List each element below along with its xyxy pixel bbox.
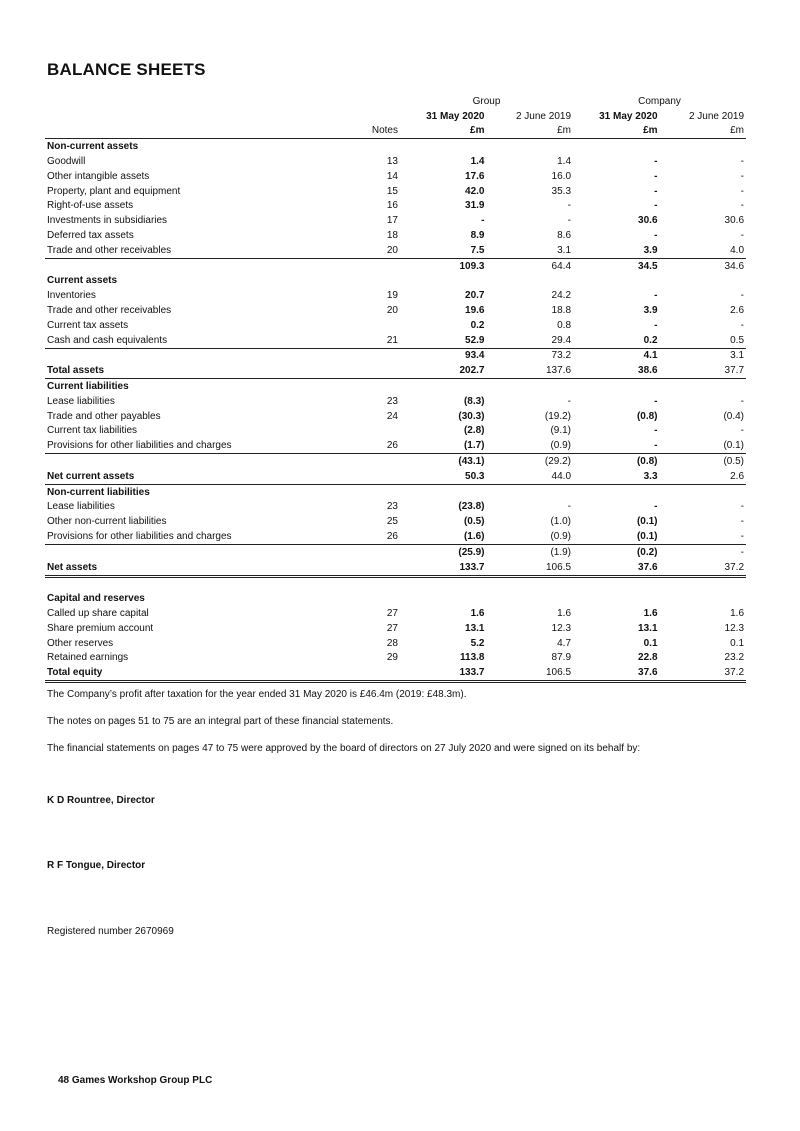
row-label: Capital and reserves [47, 593, 145, 605]
value-cell: - [654, 229, 658, 241]
row-note: 27 [386, 608, 398, 620]
value-cell: (0.1) [723, 440, 745, 452]
subtotal-row [45, 544, 746, 559]
row-note [345, 560, 400, 576]
row-label: Property, plant and equipment [47, 185, 181, 197]
spacer-row [45, 576, 746, 592]
row-note [345, 363, 400, 378]
value-cell: 4.0 [730, 244, 745, 256]
row-note: 18 [386, 229, 398, 241]
table-row [45, 651, 746, 666]
value-cell: (1.7) [463, 440, 485, 452]
row-note [345, 424, 400, 439]
row-label [45, 348, 345, 363]
value-cell: 2.6 [730, 304, 745, 316]
value-cell: 37.2 [660, 665, 747, 681]
value-cell: - [654, 319, 658, 331]
value-cell: 34.6 [660, 258, 747, 273]
value-cell: - [740, 200, 745, 212]
value-cell: 37.7 [660, 363, 747, 378]
value-cell: - [654, 290, 658, 302]
value-cell: 7.5 [470, 244, 485, 256]
value-cell: - [740, 155, 745, 167]
unit-heading: £m [487, 124, 574, 139]
value-cell: 22.8 [638, 652, 658, 664]
value-cell: 3.9 [643, 244, 658, 256]
value-cell [660, 379, 747, 394]
date-heading: 31 May 2020 [599, 110, 658, 122]
value-cell: - [654, 440, 658, 452]
value-cell: 137.6 [487, 363, 574, 378]
value-cell [573, 379, 660, 394]
value-cell: - [740, 319, 745, 331]
value-cell: 23.2 [724, 652, 745, 664]
value-cell: 37.2 [660, 560, 747, 576]
row-label: Trade and other receivables [47, 244, 172, 256]
value-cell: (0.5) [660, 454, 747, 469]
value-cell: 0.1 [643, 637, 658, 649]
table-row [45, 438, 746, 453]
row-note: 23 [386, 395, 398, 407]
table-row [45, 213, 746, 228]
notes-heading: Notes [345, 124, 400, 139]
unit-heading: £m [573, 124, 660, 139]
group-heading: Group [472, 95, 501, 107]
value-cell: 29.4 [551, 334, 572, 346]
row-label: Other intangible assets [47, 170, 150, 182]
row-note [345, 592, 400, 607]
value-cell: (8.3) [463, 395, 485, 407]
section-heading-row [45, 379, 746, 394]
table-row [45, 228, 746, 243]
row-note [345, 454, 400, 469]
row-note [345, 318, 400, 333]
value-cell [487, 484, 574, 499]
total-row [45, 665, 746, 681]
row-label: Called up share capital [47, 608, 149, 620]
value-cell: 20.7 [465, 290, 485, 302]
value-cell: 3.3 [573, 469, 660, 484]
value-cell: - [481, 215, 485, 227]
row-note: 20 [386, 244, 398, 256]
row-label: Retained earnings [47, 652, 129, 664]
value-cell: (0.1) [636, 516, 658, 528]
row-note: 19 [386, 290, 398, 302]
value-cell: 73.2 [487, 348, 574, 363]
value-cell: (0.9) [550, 440, 572, 452]
value-cell: - [740, 290, 745, 302]
value-cell: 0.1 [730, 637, 745, 649]
unit-heading: £m [660, 124, 747, 139]
value-cell: 133.7 [400, 665, 487, 681]
table-row [45, 529, 746, 544]
row-label: Provisions for other liabilities and charges [47, 530, 232, 542]
value-cell: (0.1) [636, 530, 658, 542]
value-cell: (2.8) [463, 425, 485, 437]
row-label [45, 544, 345, 559]
value-cell: 42.0 [465, 185, 485, 197]
value-cell: (43.1) [400, 454, 487, 469]
page-footer: 48 Games Workshop Group PLC [58, 1075, 213, 1086]
row-note: 28 [386, 637, 398, 649]
row-label: Trade and other receivables [47, 304, 172, 316]
value-cell: 8.6 [557, 229, 572, 241]
subtotal-row [45, 258, 746, 273]
table-row [45, 333, 746, 348]
date-heading: 2 June 2019 [515, 110, 572, 122]
registered-number: Registered number 2670969 [47, 926, 174, 937]
value-cell: 133.7 [400, 560, 487, 576]
table-row [45, 154, 746, 169]
value-cell [400, 139, 487, 154]
value-cell: 38.6 [573, 363, 660, 378]
table-row [45, 288, 746, 303]
value-cell: 1.6 [557, 608, 572, 620]
row-label: Other reserves [47, 637, 114, 649]
value-cell: 31.9 [465, 200, 485, 212]
value-cell: 1.6 [730, 608, 745, 620]
table-row [45, 424, 746, 439]
value-cell: - [654, 155, 658, 167]
value-cell: (23.8) [458, 501, 485, 513]
row-label: Provisions for other liabilities and charges [47, 440, 232, 452]
value-cell: (0.2) [573, 544, 660, 559]
row-note [345, 665, 400, 681]
row-note [345, 379, 400, 394]
row-note: 15 [386, 185, 398, 197]
value-cell: (0.8) [573, 454, 660, 469]
row-label [45, 454, 345, 469]
value-cell: 3.1 [660, 348, 747, 363]
value-cell: 0.8 [557, 319, 572, 331]
value-cell: 87.9 [551, 652, 572, 664]
table-row [45, 199, 746, 214]
value-cell: 0.2 [470, 319, 485, 331]
value-cell: 52.9 [465, 334, 485, 346]
value-cell: 30.6 [638, 215, 658, 227]
value-cell: 17.6 [465, 170, 485, 182]
row-note [345, 274, 400, 289]
section-heading-row [45, 139, 746, 154]
value-cell: - [567, 200, 572, 212]
value-cell [400, 274, 487, 289]
row-note: 21 [386, 334, 398, 346]
row-note [345, 469, 400, 484]
row-label: Net assets [45, 560, 345, 576]
value-cell: - [740, 395, 745, 407]
value-cell [573, 274, 660, 289]
row-label: Lease liabilities [47, 501, 115, 513]
value-cell [660, 592, 747, 607]
value-cell: - [654, 170, 658, 182]
row-note: 14 [386, 170, 398, 182]
row-note: 20 [386, 304, 398, 316]
value-cell: 44.0 [487, 469, 574, 484]
value-cell: 24.2 [551, 290, 572, 302]
row-label: Non-current liabilities [47, 486, 150, 498]
header-row-entities [45, 94, 746, 109]
value-cell [660, 274, 747, 289]
value-cell: 50.3 [400, 469, 487, 484]
company-heading: Company [638, 95, 681, 107]
value-cell: - [660, 544, 747, 559]
row-label: Trade and other payables [47, 410, 161, 422]
value-cell: - [740, 425, 745, 437]
table-row [45, 409, 746, 424]
row-note: 25 [386, 516, 398, 528]
value-cell: 12.3 [724, 622, 745, 634]
value-cell [573, 592, 660, 607]
value-cell: 109.3 [400, 258, 487, 273]
row-note: 26 [386, 440, 398, 452]
row-note [345, 544, 400, 559]
subtotal-row [45, 348, 746, 363]
value-cell: (0.4) [723, 410, 745, 422]
value-cell: - [740, 501, 745, 513]
header-row-dates [45, 109, 746, 124]
value-cell: 37.6 [573, 560, 660, 576]
row-note: 23 [386, 501, 398, 513]
value-cell: 64.4 [487, 258, 574, 273]
value-cell: 18.8 [551, 304, 572, 316]
row-label: Current tax assets [47, 319, 129, 331]
value-cell: 0.5 [730, 334, 745, 346]
value-cell [573, 484, 660, 499]
date-heading: 31 May 2020 [426, 110, 485, 122]
value-cell: - [654, 395, 658, 407]
row-label: Current tax liabilities [47, 425, 138, 437]
row-note: 26 [386, 530, 398, 542]
value-cell [487, 139, 574, 154]
row-note [345, 348, 400, 363]
value-cell [400, 592, 487, 607]
row-note: 17 [386, 215, 398, 227]
table-row [45, 394, 746, 409]
page-title: BALANCE SHEETS [47, 60, 206, 79]
profit-statement: The Company’s profit after taxation for the year ended 31 May 2020 is £46.4m (2019: £48.3m). [47, 689, 467, 700]
value-cell: 202.7 [400, 363, 487, 378]
row-note [345, 258, 400, 273]
value-cell [487, 592, 574, 607]
value-cell: 30.6 [724, 215, 745, 227]
table-row [45, 636, 746, 651]
row-label: Total assets [45, 363, 345, 378]
value-cell: (1.6) [463, 530, 485, 542]
value-cell: (19.2) [544, 410, 572, 422]
value-cell: (30.3) [458, 410, 485, 422]
value-cell: - [740, 530, 745, 542]
value-cell: - [740, 185, 745, 197]
date-heading: 2 June 2019 [688, 110, 745, 122]
value-cell [660, 139, 747, 154]
value-cell: - [567, 501, 572, 513]
approval-statement: The financial statements on pages 47 to 75 were approved by the board of directors on 27 July 2020 and were signed on its behalf by: [47, 743, 641, 754]
table-row [45, 303, 746, 318]
value-cell: (0.5) [463, 516, 485, 528]
value-cell: 13.1 [638, 622, 658, 634]
row-label: Inventories [47, 290, 96, 302]
value-cell: - [654, 501, 658, 513]
section-heading-row [45, 484, 746, 499]
value-cell: (0.8) [636, 410, 658, 422]
value-cell: 34.5 [573, 258, 660, 273]
value-cell: 1.4 [470, 155, 485, 167]
table-row [45, 243, 746, 258]
row-label: Other non-current liabilities [47, 516, 167, 528]
row-note: 27 [386, 622, 398, 634]
value-cell: - [740, 516, 745, 528]
value-cell: 3.9 [643, 304, 658, 316]
value-cell: 16.0 [551, 170, 572, 182]
row-note: 29 [386, 652, 398, 664]
value-cell [400, 379, 487, 394]
row-label [45, 258, 345, 273]
table-row [45, 169, 746, 184]
row-note [345, 484, 400, 499]
table-row [45, 606, 746, 621]
row-label: Current liabilities [47, 380, 129, 392]
value-cell [660, 484, 747, 499]
row-label: Share premium account [47, 622, 154, 634]
value-cell: (29.2) [487, 454, 574, 469]
row-label: Total equity [45, 665, 345, 681]
row-note [345, 139, 400, 154]
value-cell [487, 379, 574, 394]
table-row [45, 514, 746, 529]
value-cell: - [654, 425, 658, 437]
table-row [45, 318, 746, 333]
balance-sheet-table [45, 94, 746, 683]
row-label: Lease liabilities [47, 395, 115, 407]
value-cell: 19.6 [465, 304, 485, 316]
row-label: Deferred tax assets [47, 229, 134, 241]
value-cell: 12.3 [551, 622, 572, 634]
value-cell: 2.6 [660, 469, 747, 484]
value-cell: 1.4 [557, 155, 572, 167]
value-cell: 4.1 [573, 348, 660, 363]
row-label: Right-of-use assets [47, 200, 134, 212]
value-cell [487, 274, 574, 289]
total-row [45, 469, 746, 484]
value-cell: 0.2 [643, 334, 658, 346]
value-cell: - [740, 170, 745, 182]
value-cell: - [567, 395, 572, 407]
row-label: Net current assets [45, 469, 345, 484]
row-label: Non-current assets [47, 141, 139, 153]
value-cell: 13.1 [465, 622, 485, 634]
value-cell: 5.2 [470, 637, 485, 649]
value-cell: 1.6 [470, 608, 485, 620]
row-label: Current assets [47, 275, 118, 287]
table-row [45, 621, 746, 636]
value-cell: (0.9) [550, 530, 572, 542]
value-cell: 106.5 [487, 560, 574, 576]
value-cell: 1.6 [643, 608, 658, 620]
total-row [45, 363, 746, 378]
value-cell: (25.9) [400, 544, 487, 559]
section-heading-row [45, 592, 746, 607]
value-cell: - [654, 200, 658, 212]
total-row [45, 560, 746, 576]
signatory-name: R F Tongue, Director [47, 860, 146, 871]
signatory-name: K D Rountree, Director [47, 795, 155, 806]
value-cell: 4.7 [557, 637, 572, 649]
value-cell: - [567, 215, 572, 227]
subtotal-row [45, 454, 746, 469]
row-label: Goodwill [47, 155, 86, 167]
value-cell: (1.0) [550, 516, 572, 528]
value-cell: 106.5 [487, 665, 574, 681]
section-heading-row [45, 274, 746, 289]
row-label: Investments in subsidiaries [47, 215, 168, 227]
value-cell: 35.3 [551, 185, 572, 197]
notes-statement: The notes on pages 51 to 75 are an integral part of these financial statements. [47, 716, 394, 727]
row-note: 24 [386, 410, 398, 422]
value-cell: - [740, 229, 745, 241]
table-row [45, 500, 746, 515]
value-cell: (1.9) [487, 544, 574, 559]
value-cell: - [654, 185, 658, 197]
value-cell: 8.9 [470, 229, 485, 241]
row-label: Cash and cash equivalents [47, 334, 168, 346]
header-row-units [45, 124, 746, 139]
unit-heading: £m [400, 124, 487, 139]
value-cell [400, 484, 487, 499]
row-note: 16 [386, 200, 398, 212]
row-note: 13 [386, 155, 398, 167]
value-cell [573, 139, 660, 154]
value-cell: 93.4 [400, 348, 487, 363]
value-cell: 37.6 [573, 665, 660, 681]
value-cell: (9.1) [550, 425, 572, 437]
value-cell: 3.1 [557, 244, 572, 256]
value-cell: 113.8 [460, 652, 485, 664]
table-row [45, 184, 746, 199]
